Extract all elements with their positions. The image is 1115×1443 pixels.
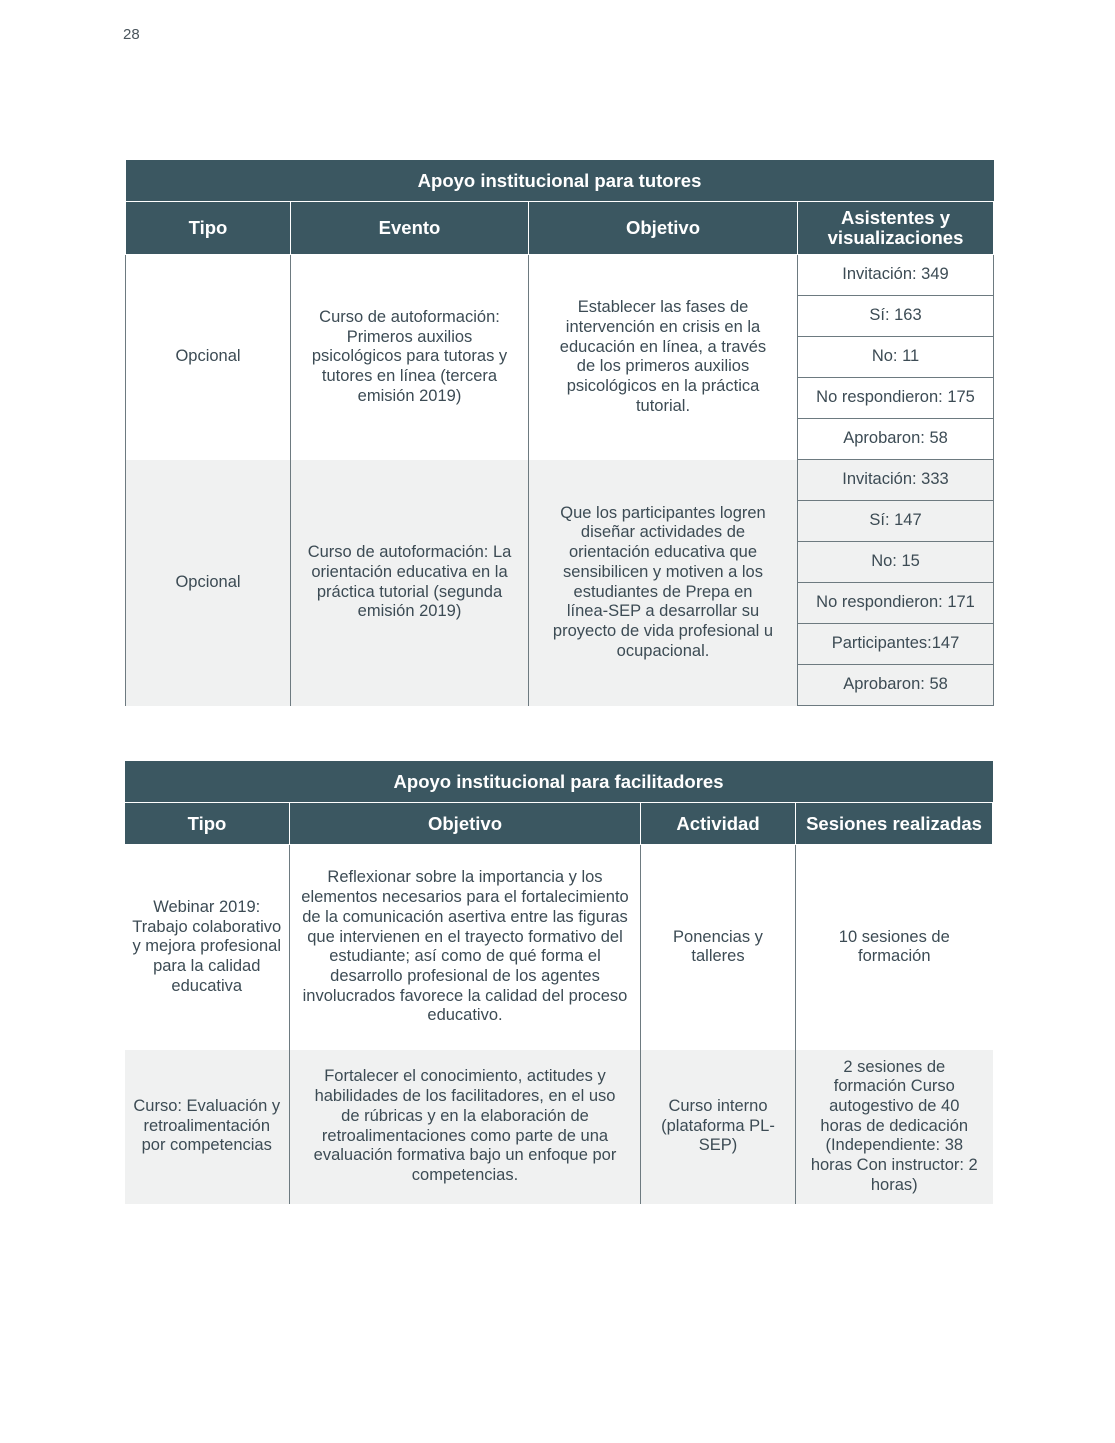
header-sesiones: Sesiones realizadas — [796, 803, 993, 845]
header-objetivo: Objetivo — [290, 803, 641, 845]
cell-tipo: Curso: Evaluación y retroalimentación por competencias — [125, 1050, 290, 1204]
header-asistentes: Asistentes y visualizaciones — [798, 202, 994, 255]
cell-asistentes: Invitación: 349 — [798, 255, 994, 296]
cell-asistentes: Participantes:147 — [798, 624, 994, 665]
cell-evento: Curso de autoformación: La orientación educativa en la práctica tutorial (segunda emisión 2019) — [291, 460, 529, 706]
table-row — [126, 460, 994, 501]
cell-objetivo: Establecer las fases de intervención en crisis en la educación en línea, a través de los primeros auxilios psicológicos en la práctica tutorial. — [529, 255, 798, 460]
header-objetivo: Objetivo — [529, 202, 798, 255]
header-tipo: Tipo — [125, 803, 290, 845]
header-evento: Evento — [291, 202, 529, 255]
table-row — [126, 255, 994, 296]
cell-objetivo: Que los participantes logren diseñar actividades de orientación educativa que sensibilicen y motiven a los estudiantes de Prepa en línea-SEP a desarrollar su proyecto de vida profesional u ocupacional. — [529, 460, 798, 706]
tutores-table-title: Apoyo institucional para tutores — [126, 160, 994, 202]
page-number: 28 — [123, 26, 140, 43]
cell-tipo: Webinar 2019: Trabajo colaborativo y mejora profesional para la calidad educativa — [125, 845, 290, 1050]
cell-objetivo: Reflexionar sobre la importancia y los elementos necesarios para el fortalecimiento de la comunicación asertiva entre las figuras que intervienen en el trayecto formativo del estudiante; así como de qué forma el desarrollo profesional de los agentes involucrados favorece la calidad del proceso educativo. — [290, 845, 641, 1050]
cell-actividad: Curso interno (plataforma PL-SEP) — [641, 1050, 796, 1204]
tutores-table — [125, 160, 994, 706]
cell-sesiones: 2 sesiones de formación Curso autogestivo de 40 horas de dedicación (Independiente: 38 horas Con instructor: 2 horas) — [796, 1050, 993, 1204]
cell-asistentes: No: 15 — [798, 542, 994, 583]
cell-asistentes: Aprobaron: 58 — [798, 665, 994, 706]
cell-tipo: Opcional — [126, 255, 291, 460]
cell-tipo: Opcional — [126, 460, 291, 706]
cell-objetivo: Fortalecer el conocimiento, actitudes y habilidades de los facilitadores, en el uso de rúbricas y en la elaboración de retroalimentaciones como parte de una evaluación formativa bajo un enfoque por competencias. — [290, 1050, 641, 1204]
cell-asistentes: No respondieron: 171 — [798, 583, 994, 624]
cell-asistentes: Sí: 147 — [798, 501, 994, 542]
facilitadores-table — [124, 761, 993, 1204]
cell-asistentes: No respondieron: 175 — [798, 378, 994, 419]
cell-asistentes: No: 11 — [798, 337, 994, 378]
cell-actividad: Ponencias y talleres — [641, 845, 796, 1050]
header-tipo: Tipo — [126, 202, 291, 255]
cell-sesiones: 10 sesiones de formación — [796, 845, 993, 1050]
cell-asistentes: Sí: 163 — [798, 296, 994, 337]
cell-asistentes: Invitación: 333 — [798, 460, 994, 501]
table-row — [125, 845, 993, 1050]
cell-evento: Curso de autoformación: Primeros auxilios psicológicos para tutoras y tutores en línea (tercera emisión 2019) — [291, 255, 529, 460]
header-actividad: Actividad — [641, 803, 796, 845]
table-row — [125, 1050, 993, 1204]
cell-asistentes: Aprobaron: 58 — [798, 419, 994, 460]
facilitadores-table-title: Apoyo institucional para facilitadores — [125, 761, 993, 803]
